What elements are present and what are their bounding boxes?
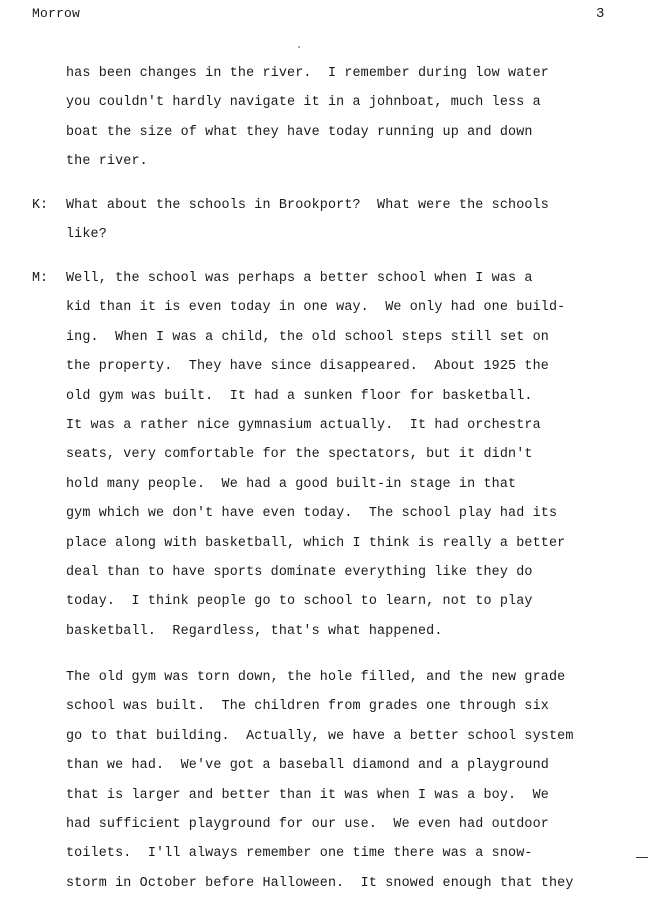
text-line: hold many people. We had a good built-in stage in that [66,476,517,492]
text-line: like? [66,227,107,243]
page-number: 3 [596,6,605,22]
text-line: go to that building. Actually, we have a better school system [66,728,574,744]
text-line: the property. They have since disappeared. About 1925 the [66,359,549,375]
text-line: than we had. We've got a baseball diamond and a playground [66,758,549,774]
text-line: today. I think people go to school to learn, not to play [66,594,533,610]
text-line: school was built. The children from grades one through six [66,699,549,715]
text-line: deal than to have sports dominate everything like they do [66,565,533,580]
text-line: It was a rather nice gymnasium actually. It had orchestra [66,418,541,433]
text-line: has been changes in the river. I remember during low water [66,66,549,81]
text-line: What about the schools in Brookport? What were the schools [66,198,549,213]
text-line: place along with basketball, which I think is really a better [66,535,566,551]
text-line: seats, very comfortable for the spectators, but it didn't [66,447,533,463]
text-line: boat the size of what they have today running up and down [66,124,533,140]
text-line: ing. When I was a child, the old school steps still set on [66,329,549,345]
speaker-label: K: [32,198,49,213]
text-line: toilets. I'll always remember one time there was a snow- [66,846,533,862]
text-line: you couldn't hardly navigate it in a johnboat, much less a [66,95,541,111]
text-line: gym which we don't have even today. The school play had its [66,506,558,522]
speaker-label: M: [32,271,49,286]
paper-speck [298,46,300,48]
text-line: old gym was built. It had a sunken floor for basketball. [66,388,533,404]
text-line: had sufficient playground for our use. We even had outdoor [66,817,549,832]
text-line: The old gym was torn down, the hole filled, and the new grade [66,670,566,685]
text-line: kid than it is even today in one way. We only had one build- [66,300,566,316]
text-line: that is larger and better than it was when I was a boy. We [66,787,549,803]
text-line: the river. [66,154,148,170]
edge-mark [636,857,648,858]
header-name: Morrow [32,6,81,21]
text-line: basketball. Regardless, that's what happened. [66,623,443,639]
text-line: Well, the school was perhaps a better school when I was a [66,271,533,286]
text-line: storm in October before Halloween. It snowed enough that they [66,875,574,891]
